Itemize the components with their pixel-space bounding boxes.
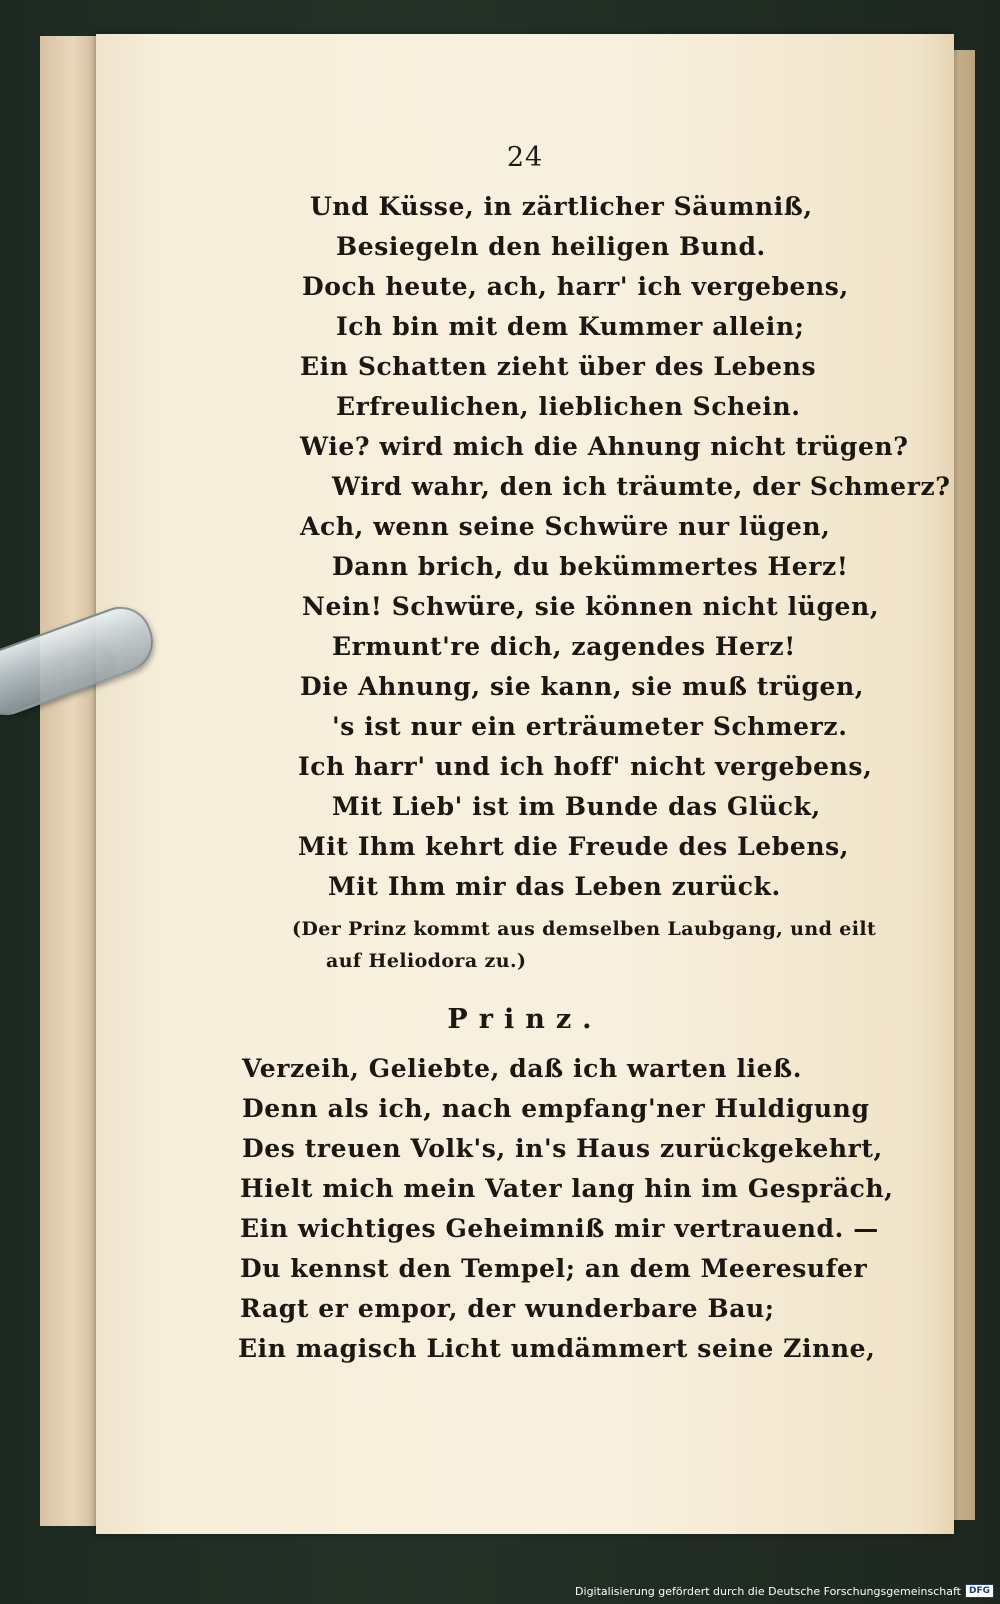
speaker-name: Prinz. <box>447 1004 603 1035</box>
dfg-logo: DFG <box>965 1584 994 1598</box>
speech-line: Du kennst den Tempel; an dem Meeresufer <box>240 1254 868 1283</box>
speech-line: Hielt mich mein Vater lang hin im Gespräch, <box>240 1174 894 1203</box>
verse-line: Erfreulichen, lieblichen Schein. <box>336 392 801 421</box>
verse-line: Wird wahr, den ich träumte, der Schmerz? <box>332 472 951 501</box>
verse-line: Dann brich, du bekümmertes Herz! <box>332 552 849 581</box>
speech-line: Denn als ich, nach empfang'ner Huldigung <box>242 1094 870 1123</box>
speech-line: Ragt er empor, der wunderbare Bau; <box>240 1294 775 1323</box>
verse-line: Mit Lieb' ist im Bunde das Glück, <box>332 792 821 821</box>
stage-direction-line: auf Heliodora zu.) <box>326 950 527 972</box>
speech-line: Des treuen Volk's, in's Haus zurückgekehrt, <box>242 1134 883 1163</box>
stage-direction-line: (Der Prinz kommt aus demselben Laubgang, und eilt <box>292 918 877 940</box>
speech-line: Verzeih, Geliebte, daß ich warten ließ. <box>242 1054 803 1083</box>
verse-line: Ach, wenn seine Schwüre nur lügen, <box>300 512 831 541</box>
verse-line: Ermunt're dich, zagendes Herz! <box>332 632 796 661</box>
verse-line: Ich bin mit dem Kummer allein; <box>336 312 805 341</box>
verse-line: Mit Ihm mir das Leben zurück. <box>328 872 781 901</box>
verse-line: Doch heute, ach, harr' ich vergebens, <box>302 272 849 301</box>
page-number: 24 <box>506 142 544 173</box>
verse-line: 's ist nur ein erträumeter Schmerz. <box>332 712 848 741</box>
speech-line: Ein wichtiges Geheimniß mir vertrauend. — <box>240 1214 879 1243</box>
verse-line: Die Ahnung, sie kann, sie muß trügen, <box>300 672 865 701</box>
verse-line: Mit Ihm kehrt die Freude des Lebens, <box>298 832 850 861</box>
verse-line: Besiegeln den heiligen Bund. <box>336 232 766 261</box>
digitization-credit <box>575 1584 994 1598</box>
book-spine-edge <box>40 36 104 1526</box>
verse-line: Ein Schatten zieht über des Lebens <box>300 352 817 381</box>
verse-line: Ich harr' und ich hoff' nicht vergebens, <box>298 752 873 781</box>
verse-line: Und Küsse, in zärtlicher Säumniß, <box>310 192 813 221</box>
book-page <box>96 34 954 1534</box>
verse-line: Wie? wird mich die Ahnung nicht trügen? <box>300 432 909 461</box>
credit-text: Digitalisierung gefördert durch die Deutsche Forschungsgemeinschaft <box>575 1584 961 1598</box>
verse-line: Nein! Schwüre, sie können nicht lügen, <box>302 592 880 621</box>
speech-line: Ein magisch Licht umdämmert seine Zinne, <box>238 1334 876 1363</box>
